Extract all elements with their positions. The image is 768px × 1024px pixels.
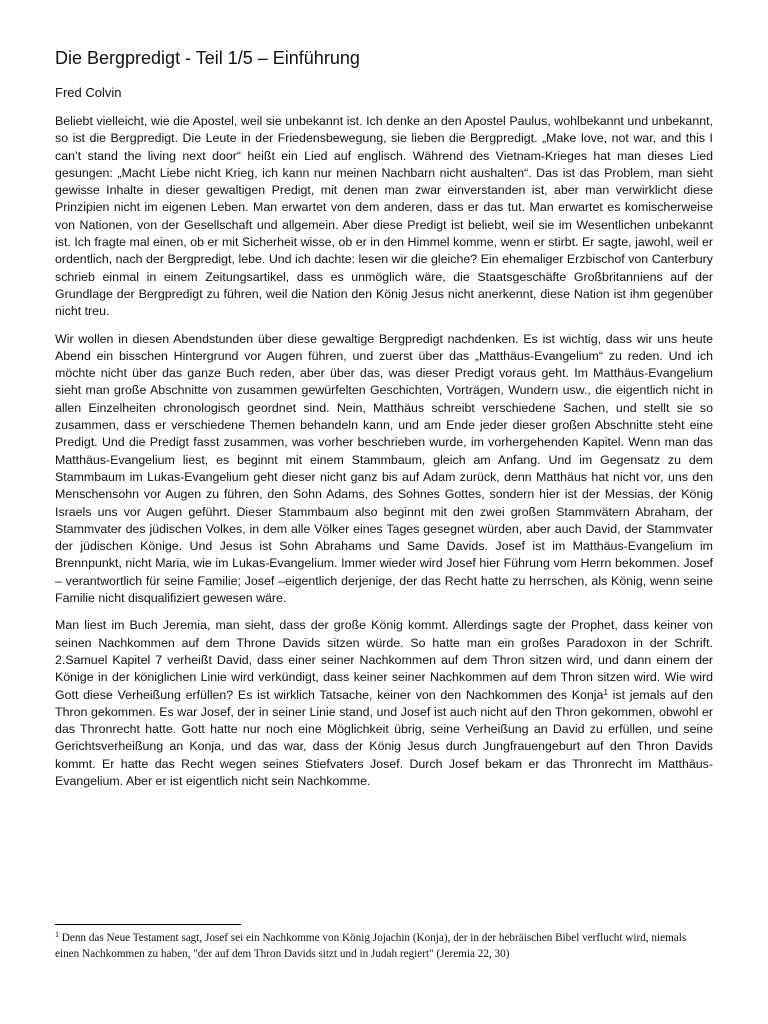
- paragraph-1: Beliebt vielleicht, wie die Apostel, weil sie unbekannt ist. Ich denke an den Apostel Paulus, wohlbekannt und unbekannt, so ist die Bergpredigt. Die Leute in der Friedensbewegung, sie lieben die Bergpredigt. „Make love, not war, and this I can’t stand the living next door“ heißt ein Lied auf englisch. Während des Vietnam-Krieges hat man dieses Lied gesungen: „Macht Liebe nicht Krieg, ich kann nur meinen Nachbarn nicht aushalten“. Das ist das Problem, man sieht gewisse Inhalte in dieser gewaltigen Predigt, mit denen man zwar einverstanden ist, aber man verwirklicht diese Prinzipien nicht im eigenen Leben. Man erwartet von dem anderen, dass er das tut. Man erwartet es komischerweise von Nationen, von der Gesellschaft und allgemein. Aber diese Predigt ist beliebt, weil sie im Wesentlichen unbekannt ist. Ich fragte mal einen, ob er mit Sicherheit wisse, ob er in den Himmel komme, wenn er stirbt. Er sagte, jawohl, weil er ordentlich, nach der Bergpredigt, lebe. Und ich dachte: lesen wir die gleiche? Ein ehemaliger Erzbischof von Canterbury schrieb einmal in einem Zeitungsartikel, dass es unmöglich wäre, die Staatsgeschäfte Großbritanniens auf der Grundlage der Bergpredigt zu führen, weil die Nation den König Jesus nicht anerkennt, diese Nation ist ihm gegenüber nicht treu.: [55, 114, 713, 319]
- author-name: Fred Colvin: [55, 85, 122, 100]
- document-page: [55, 46, 713, 800]
- footnote-reference[interactable]: 1: [603, 687, 608, 697]
- paragraph-3-text-before: Man liest im Buch Jeremia, man sieht, dass der große König kommt. Allerdings sagte der Prophet, dass keiner von seinen Nachkommen auf dem Throne Davids sitzen würde. So hatte man ein großes Paradoxon in der Schrift. 2.Samuel Kapitel 7 verheißt David, dass einer seiner Nachkommen auf dem Thron sitzen wird, und dann einem der Könige in der königlichen Linie wird verkündigt, dass keiner seiner Nachkommen auf dem Thron sitzen wird. Wie wird Gott diese Verheißung erfüllen? Es ist wirklich Tatsache, keiner von den Nachkommen des Konja: [55, 618, 713, 702]
- paragraph-3-text-after: ist jemals auf den Thron gekommen. Es war Josef, der in seiner Linie stand, und Josef ist auch nicht auf den Thron gekommen, obwohl er das Thronrecht hatte. Gott hatte nur noch eine Möglichkeit übrig, seine Verheißung an David zu erfüllen, und seine Gerichtsverheißung an Konja, und das war, dass der König Jesus durch Jungfrauengeburt auf den Thron Davids kommt. Er hatte das Recht wegen seines Stiefvaters Josef. Durch Josef bekam er das Thronrecht im Matthäus-Evangelium. Aber er ist eigentlich nicht sein Nachkomme.: [55, 687, 713, 788]
- paragraph-2: Wir wollen in diesen Abendstunden über diese gewaltige Bergpredigt nachdenken. Es ist wichtig, dass wir uns heute Abend ein bisschen Hintergrund vor Augen führen, und zuerst über das „Matthäus-Evangelium“ zu reden. Und ich möchte nicht über das ganze Buch reden, aber über das, was dieser Predigt voraus geht. Im Matthäus-Evangelium sieht man große Abschnitte von zusammen gewürfelten Geschichten, Vorträgen, Wundern usw., die eigentlich nicht in allen Einzelheiten chronologisch geordnet sind. Nein, Matthäus schreibt verschiedene Sachen, und stellt sie so zusammen, dass er verschiedene Themen behandeln kann, und am Ende jeder dieser großen Abschnitte steht eine Predigt. Und die Predigt fasst zusammen, was vorher beschrieben wurde, im vorhergehenden Kapitel. Wenn man das Matthäus-Evangelium liest, es beginnt mit einem Stammbaum, gleich am Anfang. Und im Gegensatz zu dem Stammbaum im Lukas-Evangelium geht dieser nicht ganz bis auf Adam zurück, denn Matthäus hat nicht vor, uns den Menschensohn vor Augen zu führen, den Sohn Adams, des Sohnes Gottes, sondern hier ist der Messias, der König Israels uns vor Augen geführt. Dieser Stammbaum also beginnt mit den zwei großen Stammvätern Abraham, der Stammvater des jüdischen Volkes, in dem alle Völker eines Tages gesegnet würden, aber auch David, der Stammvater der jüdischen Könige. Und Jesus ist Sohn Abrahams und Same Davids. Josef ist im Matthäus-Evangelium im Brennpunkt, nicht Maria, wie im Lukas-Evangelium. Immer wieder wird Josef hier Führung vom Herrn bekommen. Josef – verantwortlich für seine Familie; Josef –eigentlich derjenige, der das Recht hatte zu herrschen, als König, wenn seine Familie nicht disqualifiziert gewesen wäre.: [55, 331, 713, 606]
- document-title: Die Bergpredigt - Teil 1/5 – Einführung: [55, 48, 360, 68]
- footnote: [55, 930, 713, 962]
- footnote-number: 1: [55, 930, 59, 939]
- paragraph-3: [55, 617, 713, 790]
- footnote-text: Denn das Neue Testament sagt, Josef sei ein Nachkomme von König Jojachin (Konja), der in der hebräischen Bibel verflucht wird, niemals einen Nachkommen zu haben, "der auf dem Thron Davids sitzt und in Judah regiert" (Jeremia 22, 30): [55, 932, 687, 960]
- footnote-separator: [55, 924, 241, 925]
